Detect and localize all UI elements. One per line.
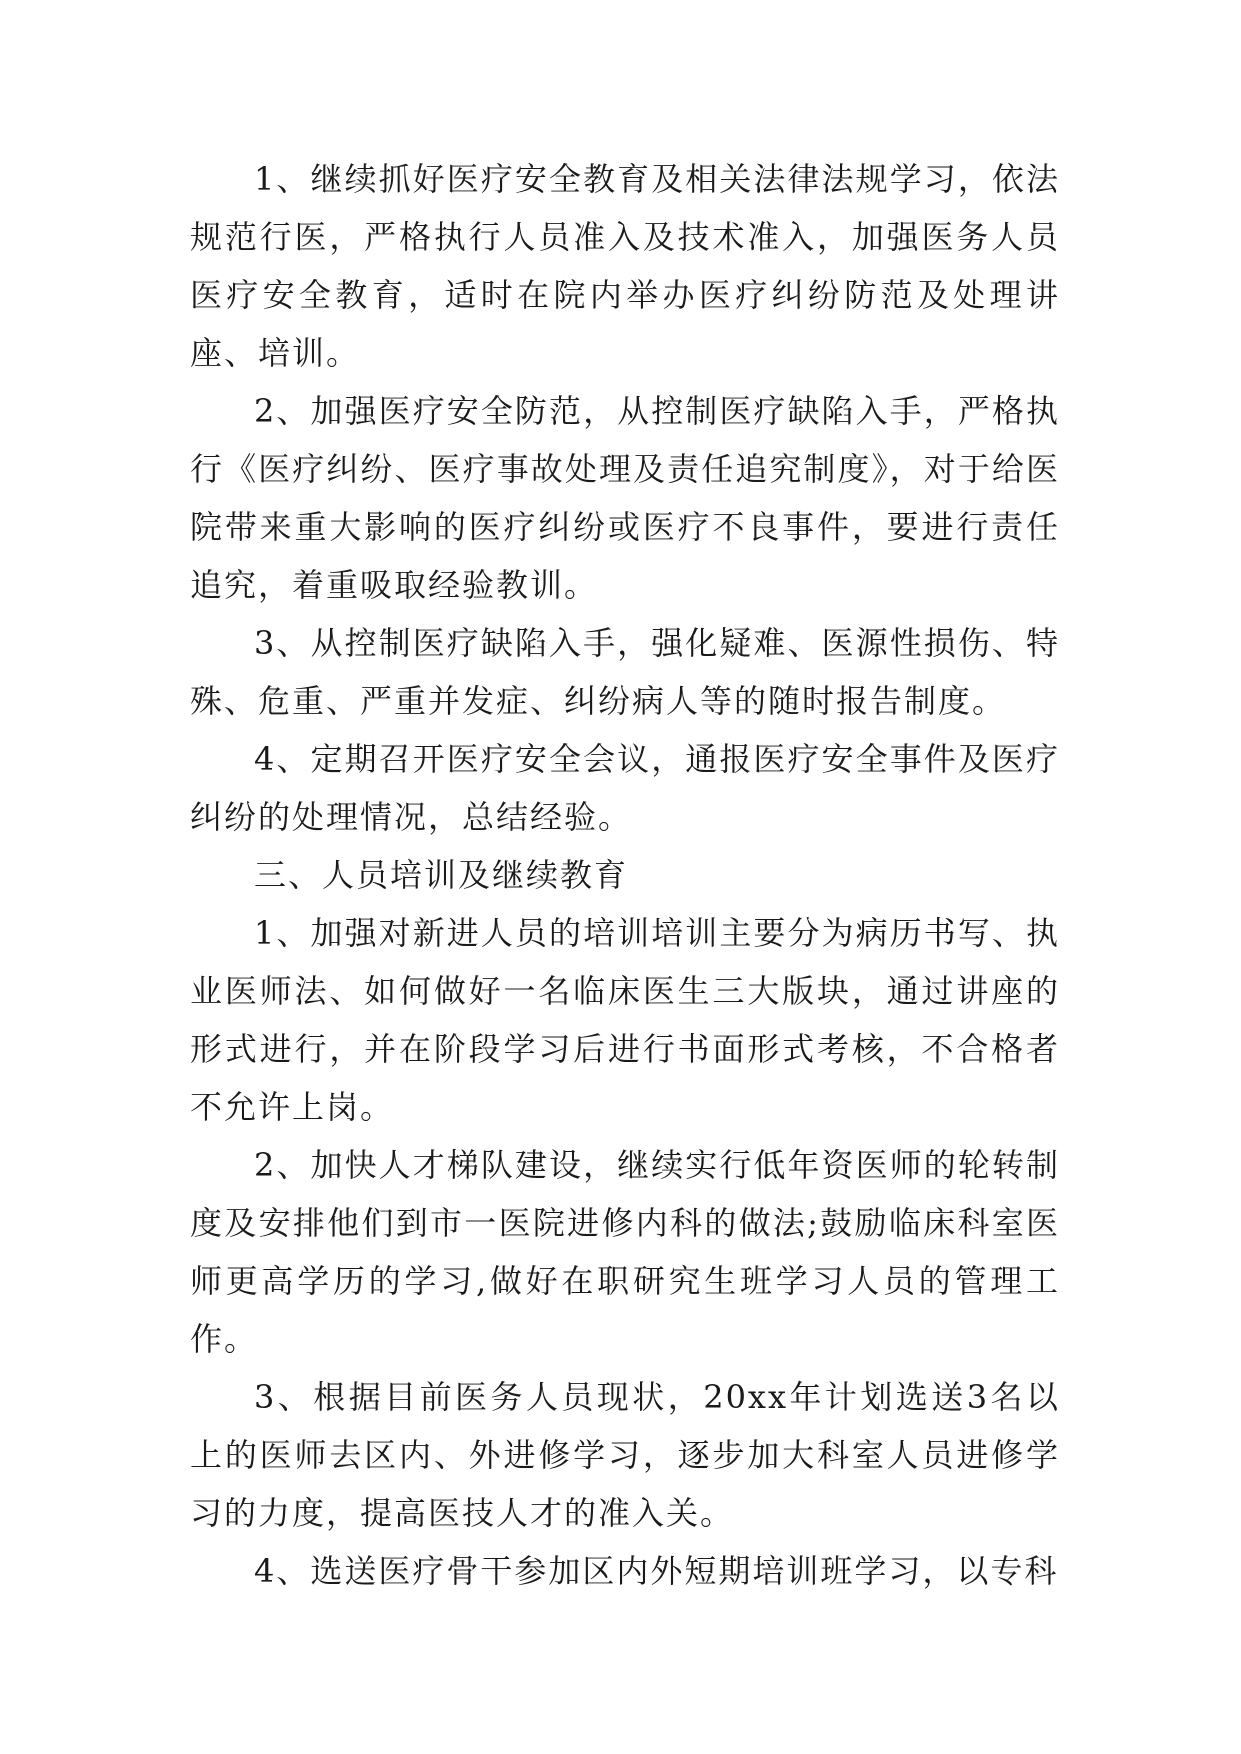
section-heading: 三、人员培训及继续教育 bbox=[254, 856, 629, 894]
paragraph-4: 4、定期召开医疗安全会议，通报医疗安全事件及医疗纠纷的处理情况，总结经验。 bbox=[190, 740, 1060, 836]
paragraph-8: 4、选送医疗骨干参加区内外短期培训班学习，以专科 bbox=[254, 1552, 1059, 1590]
paragraph-1: 1、继续抓好医疗安全教育及相关法律法规学习，依法规范行医，严格执行人员准入及技术准入，加强医务人员医疗安全教育，适时在院内举办医疗纠纷防范及处理讲座、培训。 bbox=[190, 160, 1060, 372]
paragraph-2: 2、加强医疗安全防范，从控制医疗缺陷入手，严格执行《医疗纠纷、医疗事故处理及责任追究制度》，对于给医院带来重大影响的医疗纠纷或医疗不良事件，要进行责任追究，着重吸取经验教训。 bbox=[190, 392, 1060, 604]
paragraph-6: 2、加快人才梯队建设，继续实行低年资医师的轮转制度及安排他们到市一医院进修内科的做法;鼓励临床科室医师更高学历的学习,做好在职研究生班学习人员的管理工作。 bbox=[190, 1146, 1060, 1358]
document-body bbox=[190, 150, 1060, 1600]
paragraph-3: 3、从控制医疗缺陷入手，强化疑难、医源性损伤、特殊、危重、严重并发症、纠纷病人等的随时报告制度。 bbox=[190, 624, 1060, 720]
paragraph-5: 1、加强对新进人员的培训培训主要分为病历书写、执业医师法、如何做好一名临床医生三大版块，通过讲座的形式进行，并在阶段学习后进行书面形式考核，不合格者不允许上岗。 bbox=[190, 914, 1060, 1126]
paragraph-7: 3、根据目前医务人员现状，20xx年计划选送3名以上的医师去区内、外进修学习，逐步加大科室人员进修学习的力度，提高医技人才的准入关。 bbox=[190, 1378, 1060, 1532]
